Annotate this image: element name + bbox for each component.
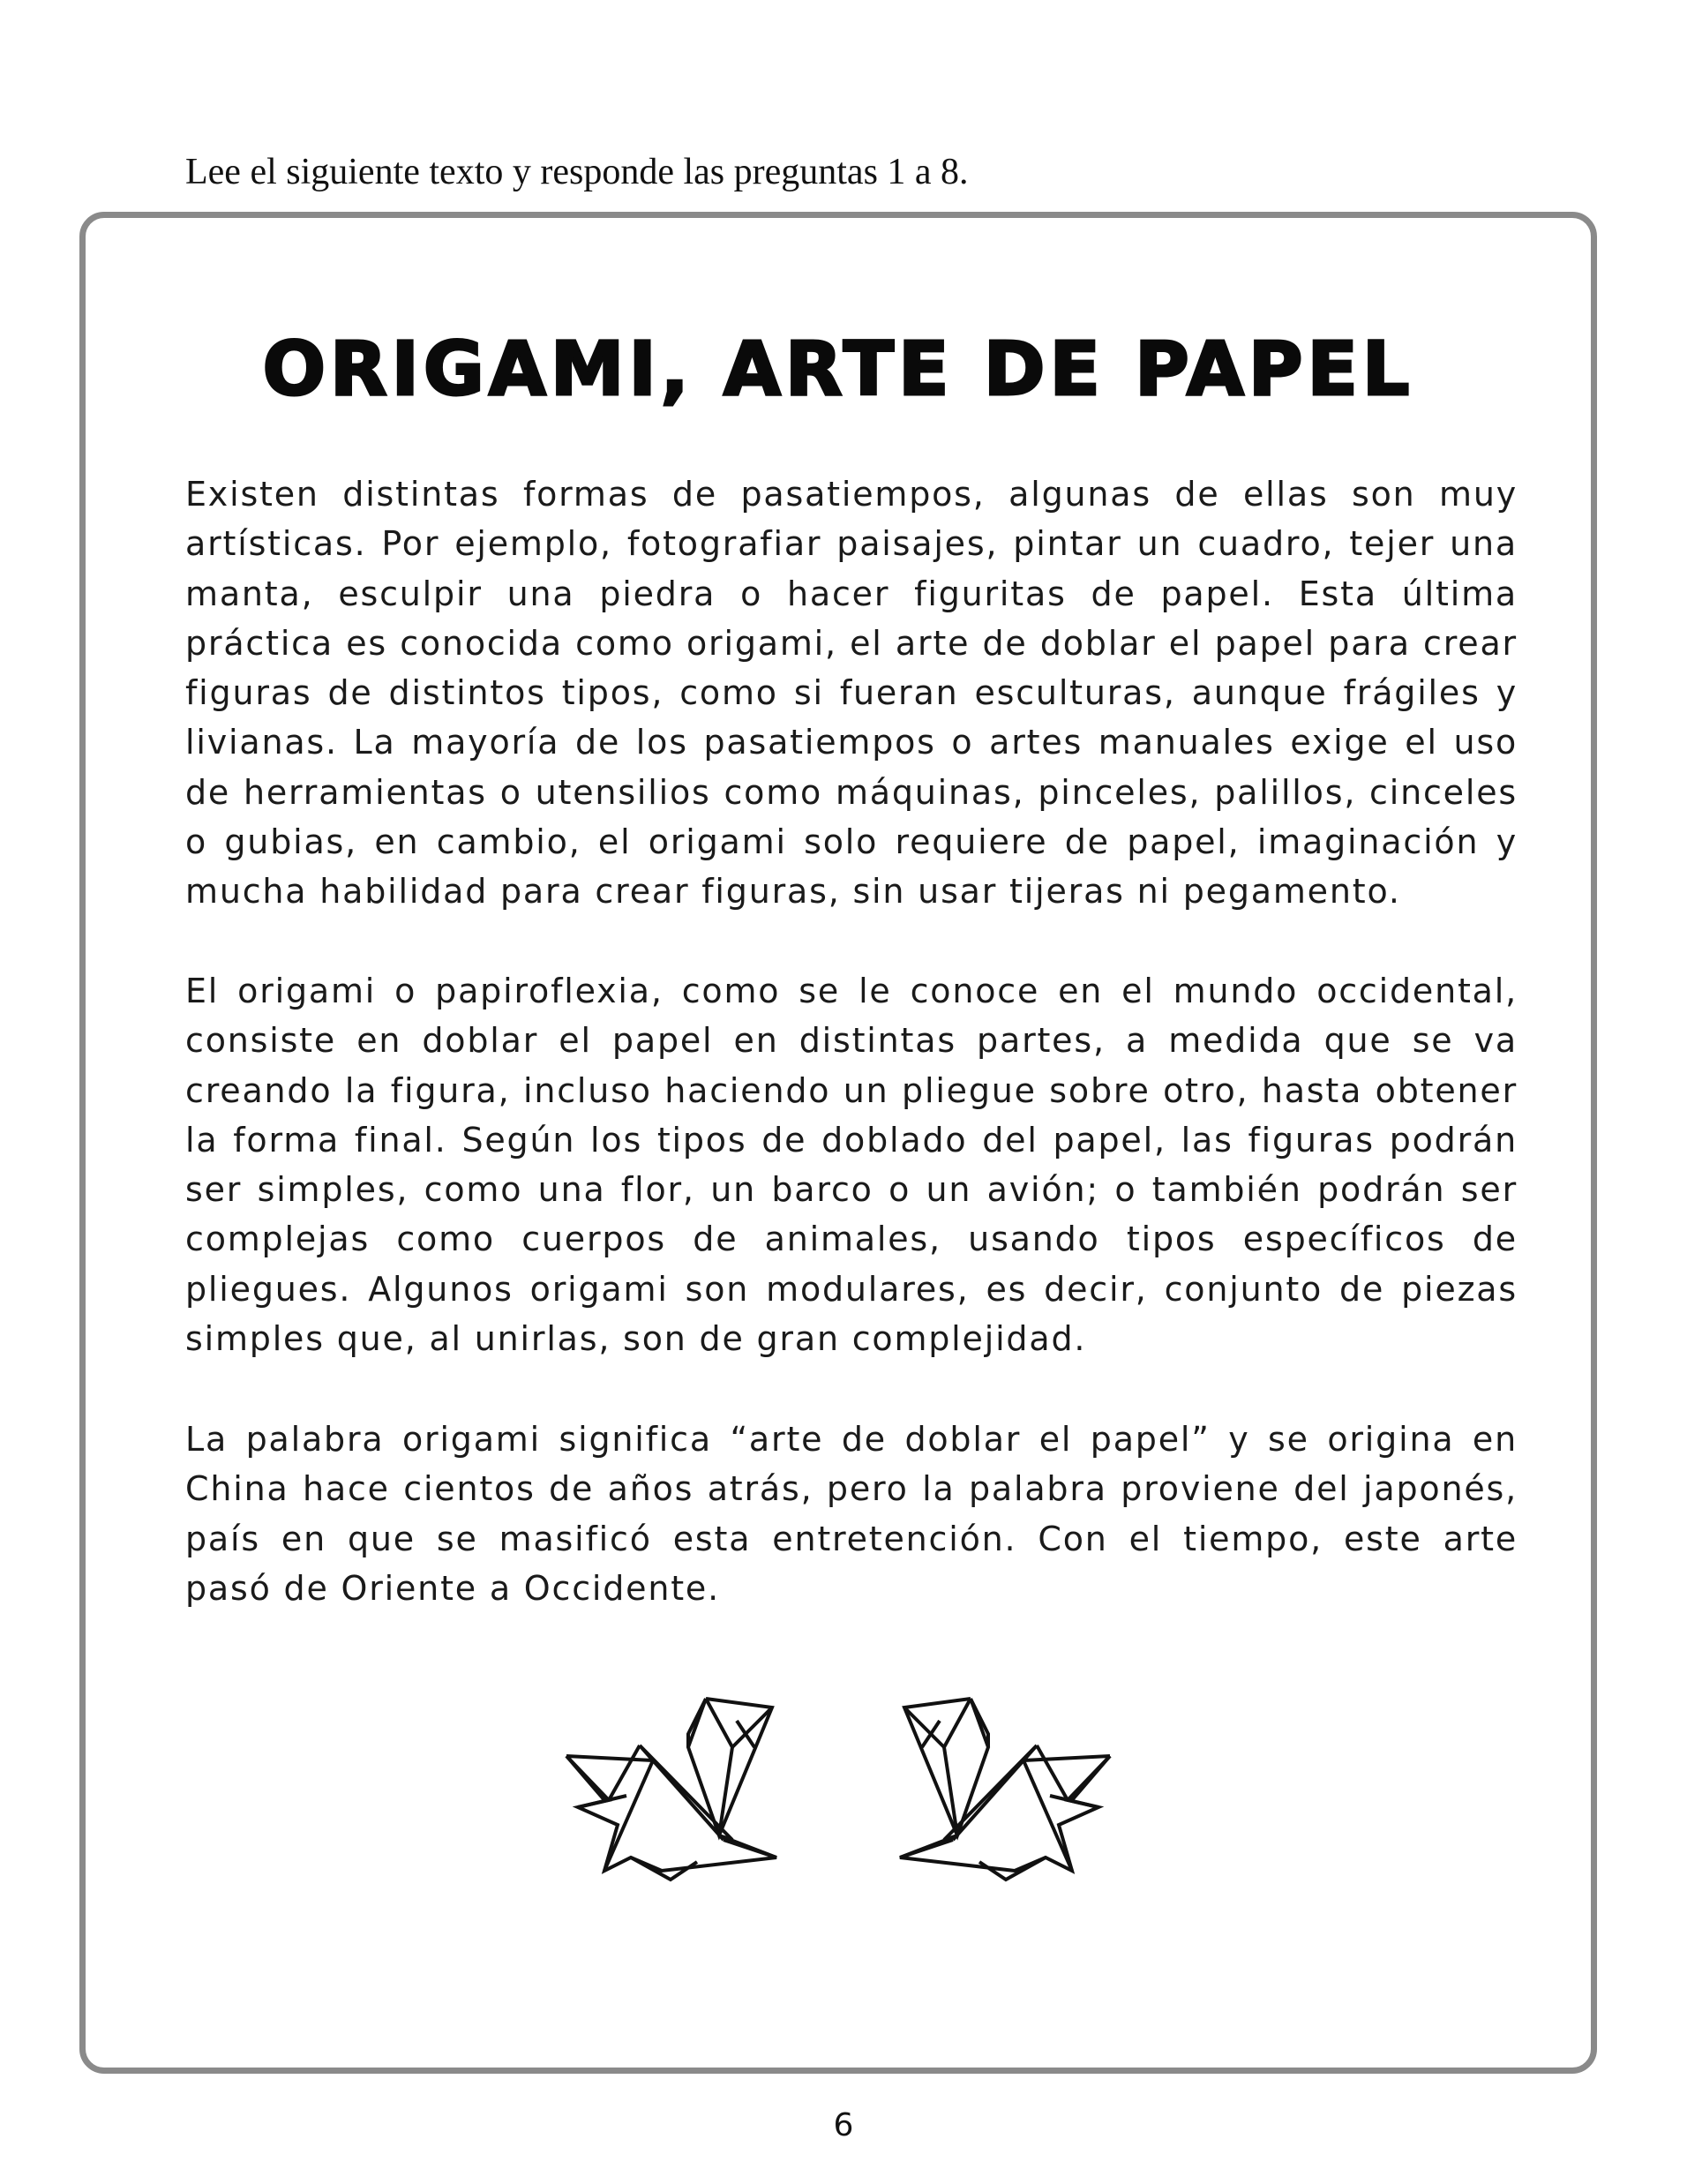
left-swan-icon	[566, 1699, 776, 1880]
page-number: 6	[833, 2107, 854, 2143]
instruction-text: Lee el siguiente texto y responde las preguntas 1 a 8.	[185, 152, 969, 192]
right-swan-icon	[900, 1699, 1110, 1880]
paragraph-1: Existen distintas formas de pasatiempos, algunas de ellas son muy artísticas. Por ejemplo, fotografiar paisajes, pintar un cuadro, tejer una manta, esculpir una piedra o hacer figuritas de papel. Esta última práctica es conocida como origami, el arte de doblar el papel para crear figuras de distintos tipos, como si fueran esculturas, aunque frágiles y livianas. La mayoría de los pasatiempos o artes manuales exige el uso de herramientas o utensilios como máquinas, pinceles, palillos, cinceles o gubias, en cambio, el origami solo requiere de papel, imaginación y mucha habilidad para crear figuras, sin usar tijeras ni pegamento.	[185, 475, 1518, 912]
origami-swans-icon	[556, 1694, 1121, 1994]
paragraph-2: El origami o papiroflexia, como se le conoce en el mundo occidental, consiste en doblar el papel en distintas partes, a medida que se va creando la figura, incluso haciendo un pliegue sobre otro, hasta obtener la forma final. Según los tipos de doblado del papel, las figuras podrán ser simples, como una flor, un barco o un avión; o también podrán ser complejas como cuerpos de animales, usando tipos específicos de pliegues. Algunos origami son modulares, es decir, conjunto de piezas simples que, al unirlas, son de gran complejidad.	[185, 972, 1518, 1359]
page-title: ORIGAMI, ARTE DE PAPEL	[262, 326, 1414, 413]
paragraph-3: La palabra origami significa “arte de doblar el papel” y se origina en China hace cientos de años atrás, pero la palabra proviene del japonés, país en que se masificó esta entretención. Con el tiempo, este arte pasó de Oriente a Occidente.	[185, 1420, 1518, 1608]
